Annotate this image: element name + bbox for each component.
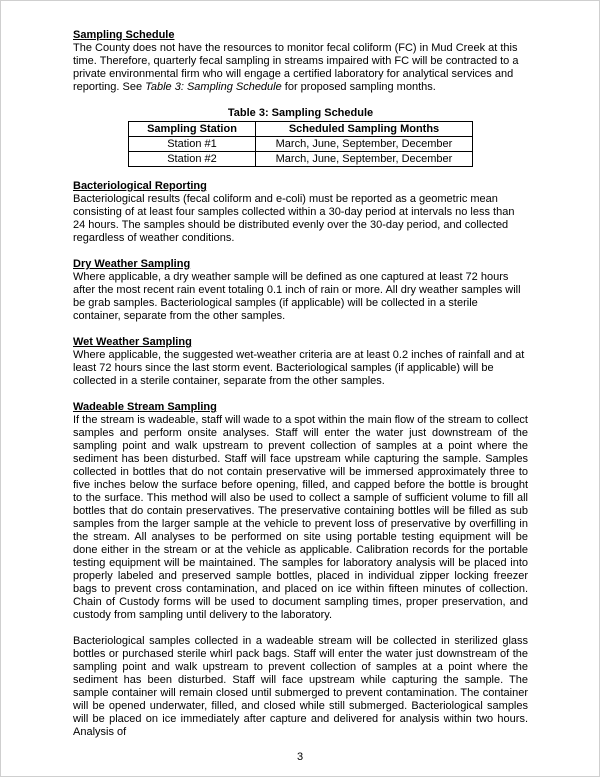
paragraph-sampling-schedule bbox=[73, 42, 528, 94]
document-content bbox=[1, 1, 599, 739]
sampling-schedule-table bbox=[128, 121, 473, 167]
heading-wadeable-stream-sampling: Wadeable Stream Sampling bbox=[73, 401, 217, 413]
section-bacteriological-reporting bbox=[73, 180, 528, 245]
paragraph-text: The County does not have the resources to monitor fecal coliform (FC) in Mud Creek at this time. Therefore, quarterly fecal sampling in streams impaired with FC will be contracted to a private environmental firm who will engage a certified laboratory for analytical services and reporting. See bbox=[73, 42, 519, 93]
table-cell-months: March, June, September, December bbox=[256, 137, 473, 152]
heading-wet-weather-sampling: Wet Weather Sampling bbox=[73, 336, 192, 348]
table-header-months: Scheduled Sampling Months bbox=[256, 122, 473, 137]
sampling-schedule-table-block bbox=[73, 107, 528, 167]
section-sampling-schedule bbox=[73, 29, 528, 94]
table-reference-italic: Table 3: Sampling Schedule bbox=[145, 81, 282, 93]
table-header-station: Sampling Station bbox=[129, 122, 256, 137]
heading-sampling-schedule: Sampling Schedule bbox=[73, 29, 175, 41]
table-row bbox=[129, 137, 473, 152]
table-row bbox=[129, 152, 473, 167]
paragraph-wet-weather-sampling: Where applicable, the suggested wet-weather criteria are at least 0.2 inches of rainfall and at least 72 hours since the last storm event. Bacteriological samples (if applicable) will be collected in a sterile container, separate from the other samples. bbox=[73, 349, 525, 387]
heading-bacteriological-reporting: Bacteriological Reporting bbox=[73, 180, 207, 192]
paragraph-wadeable-2: Bacteriological samples collected in a wadeable stream will be collected in sterilized glass bottles or purchased sterile whirl pack bags. Staff will enter the water just downstream of the sampling point and walk upstream to prevent collection of samples at a point where the sediment has been disturbed. Staff will face upstream while capturing the sample. The sample container will remain closed until submerged to prevent contamination. The container will be opened underwater, filled, and closed while still submerged. Bacteriological samples will be placed on ice immediately after capture and delivered for analysis within two hours. Analysis of bbox=[73, 635, 528, 738]
paragraph-bacteriological-reporting: Bacteriological results (fecal coliform and e-coli) must be reported as a geometric mean consisting of at least four samples collected within a 30-day period at intervals no less than 24 hours. The samples should be distributed evenly over the 30-day period, and collected regardless of weather conditions. bbox=[73, 193, 515, 244]
paragraph-wadeable-1: If the stream is wadeable, staff will wade to a spot within the main flow of the stream to collect samples and perform onsite analyses. Staff will enter the water just downstream of the sampling point and walk upstream to prevent collection of samples at a point where the sediment has been disturbed. Staff will face upstream while capturing the sample. Samples collected in bottles that do not contain preservative will be immersed approximately three to five inches below the surface before opening, filled, and capped before the bottle is brought to the surface. This method will also be used to collect a sample of sufficient volume to fill all bottles that do contain preservatives. The preservative containing bottles will be filled as sub samples from the larger sample at the vehicle to prevent loss of preservative by overfilling in the stream. All analyses to be performed on site using portable testing equipment will be done either in the stream or at the vehicle as applicable. Calibration records for the portable testing equipment will be maintained. The samples for laboratory analysis will be placed into properly labeled and preserved sample bottles, placed in individual zipper locking freezer bags to prevent cross contamination, and placed on ice within fifteen minutes of collection. Chain of Custody forms will be used to document sampling times, proper preservation, and custody from sampling until delivery to the laboratory. bbox=[73, 414, 528, 621]
heading-dry-weather-sampling: Dry Weather Sampling bbox=[73, 258, 191, 270]
table-title: Table 3: Sampling Schedule bbox=[227, 107, 374, 119]
table-cell-station: Station #2 bbox=[129, 152, 256, 167]
section-wadeable-stream-sampling bbox=[73, 401, 528, 739]
page-number: 3 bbox=[296, 751, 304, 763]
section-wet-weather-sampling bbox=[73, 336, 528, 388]
table-cell-months: March, June, September, December bbox=[256, 152, 473, 167]
paragraph-text: for proposed sampling months. bbox=[281, 81, 436, 93]
table-cell-station: Station #1 bbox=[129, 137, 256, 152]
section-dry-weather-sampling bbox=[73, 258, 528, 323]
paragraph-dry-weather-sampling: Where applicable, a dry weather sample will be defined as one captured at least 72 hours after the most recent rain event totaling 0.1 inch of rain or more. All dry weather samples will be grab samples. Bacteriological samples (if applicable) will be collected in a sterile container, separate from the other samples. bbox=[73, 271, 521, 322]
table-header-row bbox=[129, 122, 473, 137]
